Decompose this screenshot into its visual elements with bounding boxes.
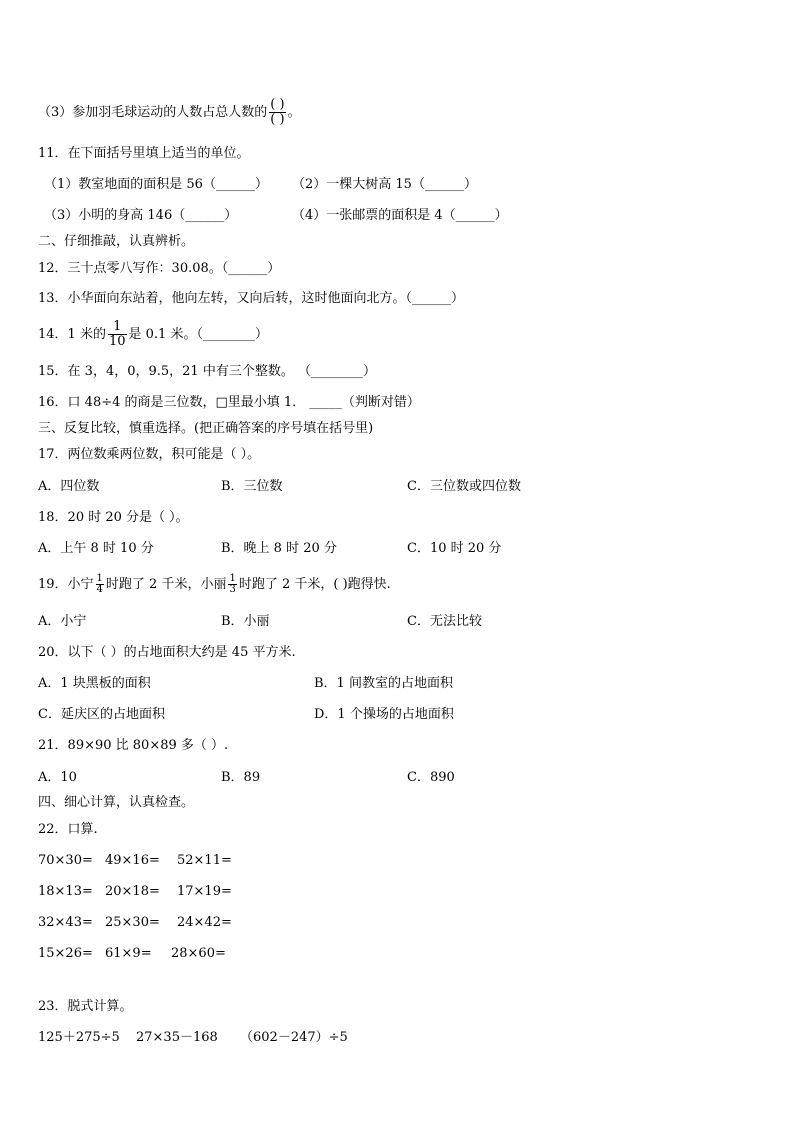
q22-item[interactable]: 24×42= (177, 915, 232, 930)
fraction-numerator: 1 (96, 573, 103, 584)
q16[interactable]: 16．口 48÷4 的商是三位数，□里最小填 1． _____（判断对错） (38, 395, 420, 410)
q10-3-end: 。 (287, 105, 301, 120)
q17-option-a[interactable]: A．四位数 (38, 479, 100, 494)
section-4-heading: 四、细心计算，认真检查。 (38, 795, 195, 810)
section-3-heading: 三、反复比较，慎重选择。(把正确答案的序号填在括号里) (38, 421, 374, 436)
fraction-denominator: 3 (229, 584, 236, 595)
q22-item[interactable]: 28×60= (171, 946, 226, 961)
q21-option-c[interactable]: C．890 (407, 770, 455, 785)
q14[interactable] (38, 320, 268, 350)
q22-item[interactable]: 17×19= (177, 884, 232, 899)
q22-title: 22．口算. (38, 822, 98, 837)
q10-3-text: （3）参加羽毛球运动的人数占总人数的 (38, 105, 268, 120)
q20-option-d[interactable]: D．1 个操场的占地面积 (314, 707, 454, 722)
fraction-denominator: ( ) (270, 112, 285, 127)
q22-item[interactable]: 25×30= (105, 915, 160, 930)
q19-option-c[interactable]: C．无法比较 (407, 614, 482, 629)
q22-item[interactable]: 20×18= (105, 884, 160, 899)
section-2-heading: 二、仔细推敲，认真辨析。 (38, 234, 195, 249)
q10-3-line (38, 98, 301, 127)
fraction-numerator: ( ) (270, 97, 285, 112)
fraction-denominator: 10 (108, 334, 126, 349)
q11-item-2[interactable]: （2）一棵大树高 15（______） (292, 177, 477, 192)
q19-title (38, 572, 391, 598)
q17-option-b[interactable]: B．三位数 (221, 479, 283, 494)
q11-item-4[interactable]: （4）一张邮票的面积是 4（______） (292, 208, 508, 223)
q18-option-b[interactable]: B．晚上 8 时 20 分 (221, 541, 337, 556)
q22-item[interactable]: 52×11= (177, 853, 232, 868)
q18-option-a[interactable]: A．上午 8 时 10 分 (38, 541, 154, 556)
q20-option-b[interactable]: B．1 间教室的占地面积 (314, 676, 453, 691)
q22-item[interactable]: 32×43= (38, 915, 93, 930)
q21-option-a[interactable]: A．10 (38, 770, 77, 785)
q22-item[interactable]: 70×30= (38, 853, 93, 868)
q19-fraction-1 (96, 574, 104, 595)
q11-item-3[interactable]: （3）小明的身高 146（______） (44, 208, 238, 223)
q19-option-b[interactable]: B．小丽 (221, 614, 270, 629)
q22-item[interactable]: 15×26= (38, 946, 93, 961)
fraction-numerator: 1 (108, 320, 127, 335)
q14-post: 是 0.1 米。（________） (128, 327, 268, 342)
q10-3-fraction-blank[interactable] (269, 98, 285, 127)
q21-title: 21．89×90 比 80×89 多（ ）. (38, 738, 229, 753)
q15[interactable]: 15．在 3，4，0，9.5，21 中有三个整数。 （________） (38, 364, 376, 379)
q14-pre: 14．1 米的 (38, 327, 106, 342)
q23-item-3[interactable]: （602－247）÷5 (240, 1030, 348, 1045)
q18-title: 18．20 时 20 分是（ ）。 (38, 510, 189, 525)
q22-item[interactable]: 61×9= (105, 946, 152, 961)
q23-item-2[interactable]: 27×35－168 (136, 1030, 218, 1045)
q23-item-1[interactable]: 125＋275÷5 (38, 1030, 120, 1045)
fraction-denominator: 4 (96, 584, 103, 595)
q12[interactable]: 12．三十点零八写作：30.08。（______） (38, 261, 281, 276)
q19-mid: 时跑了 2 千米，小丽 (105, 577, 227, 592)
fraction-numerator: 1 (229, 573, 236, 584)
q17-option-c[interactable]: C．三位数或四位数 (407, 479, 521, 494)
q23-title: 23．脱式计算。 (38, 999, 133, 1014)
q22-item[interactable]: 49×16= (105, 853, 160, 868)
q11-title: 11．在下面括号里填上适当的单位。 (38, 146, 250, 161)
q20-title: 20．以下（ ）的占地面积大约是 45 平方米. (38, 645, 296, 660)
q14-fraction (108, 320, 127, 349)
q22-item[interactable]: 18×13= (38, 884, 93, 899)
q20-option-a[interactable]: A．1 块黑板的面积 (38, 676, 151, 691)
q18-option-c[interactable]: C．10 时 20 分 (407, 541, 502, 556)
q13[interactable]: 13．小华面向东站着，他向左转，又向后转，这时他面向北方。（______） (38, 291, 465, 306)
q19-fraction-2 (228, 574, 236, 595)
q19-post: 时跑了 2 千米，( )跑得快. (238, 577, 391, 592)
q21-option-b[interactable]: B．89 (221, 770, 261, 785)
q19-pre: 19．小宁 (38, 577, 94, 592)
q20-option-c[interactable]: C．延庆区的占地面积 (38, 707, 165, 722)
q11-item-1[interactable]: （1）教室地面的面积是 56（______） (44, 177, 268, 192)
q19-option-a[interactable]: A．小宁 (38, 614, 87, 629)
q17-title: 17．两位数乘两位数，积可能是（ ）。 (38, 447, 261, 462)
